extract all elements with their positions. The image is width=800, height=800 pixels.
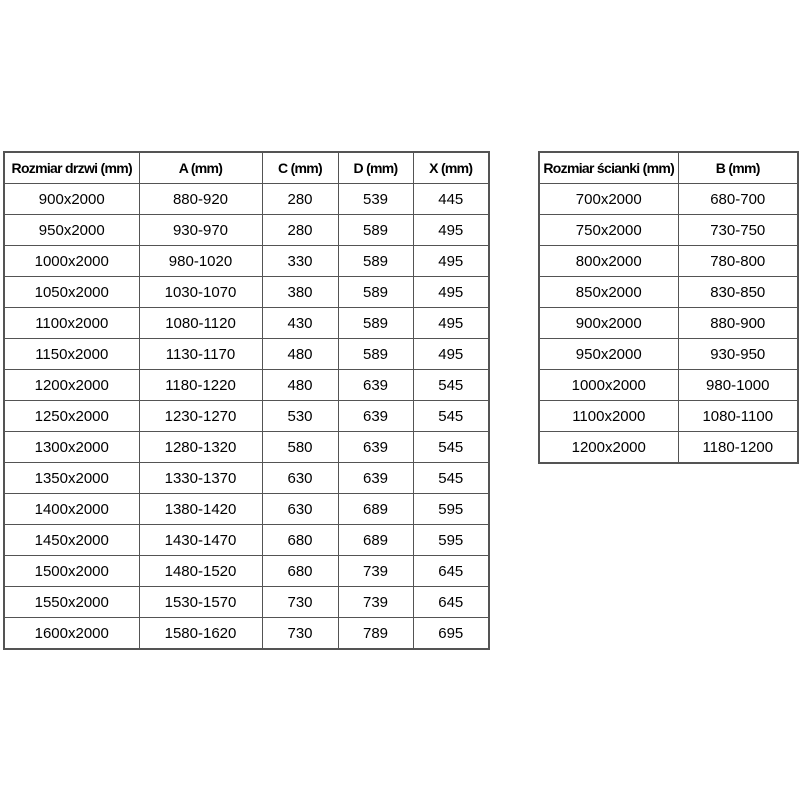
table-cell: 589 xyxy=(338,339,413,370)
table-cell: 1450x2000 xyxy=(4,525,139,556)
table-cell: 1280-1320 xyxy=(139,432,262,463)
table-cell: 545 xyxy=(413,463,489,494)
header-row xyxy=(4,152,489,184)
table-cell: 1100x2000 xyxy=(539,401,678,432)
table-cell: 1480-1520 xyxy=(139,556,262,587)
column-header: C (mm) xyxy=(262,152,338,184)
table-cell: 545 xyxy=(413,401,489,432)
table-cell: 1230-1270 xyxy=(139,401,262,432)
table-row xyxy=(4,587,489,618)
table-cell: 495 xyxy=(413,215,489,246)
table-cell: 1080-1120 xyxy=(139,308,262,339)
table-cell: 589 xyxy=(338,308,413,339)
table-cell: 950x2000 xyxy=(4,215,139,246)
table-cell: 595 xyxy=(413,494,489,525)
table-cell: 589 xyxy=(338,277,413,308)
table-cell: 639 xyxy=(338,370,413,401)
table-cell: 900x2000 xyxy=(4,184,139,215)
table-cell: 1380-1420 xyxy=(139,494,262,525)
table-cell: 1200x2000 xyxy=(4,370,139,401)
table-cell: 495 xyxy=(413,246,489,277)
column-header: D (mm) xyxy=(338,152,413,184)
table-cell: 950x2000 xyxy=(539,339,678,370)
table-row xyxy=(539,339,798,370)
table-cell: 1200x2000 xyxy=(539,432,678,464)
table-cell: 680 xyxy=(262,556,338,587)
table-cell: 545 xyxy=(413,370,489,401)
door-size-table xyxy=(3,151,490,650)
table-row xyxy=(539,308,798,339)
table-row xyxy=(539,184,798,215)
table-cell: 1100x2000 xyxy=(4,308,139,339)
table-cell: 980-1000 xyxy=(678,370,798,401)
table-cell: 730 xyxy=(262,587,338,618)
table-cell: 739 xyxy=(338,556,413,587)
table-cell: 730-750 xyxy=(678,215,798,246)
table-cell: 480 xyxy=(262,339,338,370)
table-row xyxy=(4,401,489,432)
table-cell: 689 xyxy=(338,525,413,556)
table-cell: 750x2000 xyxy=(539,215,678,246)
table-cell: 1080-1100 xyxy=(678,401,798,432)
wall-size-table xyxy=(538,151,799,464)
table-cell: 1000x2000 xyxy=(4,246,139,277)
table-cell: 800x2000 xyxy=(539,246,678,277)
table-cell: 1050x2000 xyxy=(4,277,139,308)
table-cell: 1330-1370 xyxy=(139,463,262,494)
table-cell: 639 xyxy=(338,401,413,432)
column-header: A (mm) xyxy=(139,152,262,184)
table-cell: 850x2000 xyxy=(539,277,678,308)
column-header: Rozmiar drzwi (mm) xyxy=(4,152,139,184)
table-cell: 980-1020 xyxy=(139,246,262,277)
table-cell: 495 xyxy=(413,277,489,308)
table-cell: 430 xyxy=(262,308,338,339)
table-cell: 589 xyxy=(338,215,413,246)
table-cell: 1030-1070 xyxy=(139,277,262,308)
table-cell: 880-900 xyxy=(678,308,798,339)
table-cell: 630 xyxy=(262,494,338,525)
table-cell: 680 xyxy=(262,525,338,556)
table-row xyxy=(4,308,489,339)
column-header: Rozmiar ścianki (mm) xyxy=(539,152,678,184)
table-cell: 445 xyxy=(413,184,489,215)
table-cell: 730 xyxy=(262,618,338,650)
table-cell: 1300x2000 xyxy=(4,432,139,463)
table-cell: 1530-1570 xyxy=(139,587,262,618)
table-row xyxy=(539,277,798,308)
table-row xyxy=(539,370,798,401)
table-cell: 1430-1470 xyxy=(139,525,262,556)
table-cell: 1250x2000 xyxy=(4,401,139,432)
table-cell: 1400x2000 xyxy=(4,494,139,525)
table-cell: 495 xyxy=(413,308,489,339)
table-cell: 880-920 xyxy=(139,184,262,215)
table-cell: 1150x2000 xyxy=(4,339,139,370)
table-cell: 830-850 xyxy=(678,277,798,308)
table-cell: 280 xyxy=(262,215,338,246)
table-cell: 789 xyxy=(338,618,413,650)
table-row xyxy=(4,618,489,650)
table-row xyxy=(4,215,489,246)
table-cell: 695 xyxy=(413,618,489,650)
table-row xyxy=(4,339,489,370)
table-cell: 545 xyxy=(413,432,489,463)
table-row xyxy=(4,277,489,308)
table-row xyxy=(4,556,489,587)
table-row xyxy=(539,246,798,277)
table-cell: 645 xyxy=(413,556,489,587)
table-row xyxy=(4,370,489,401)
table-row xyxy=(4,184,489,215)
table-cell: 1180-1220 xyxy=(139,370,262,401)
column-header: X (mm) xyxy=(413,152,489,184)
table-cell: 380 xyxy=(262,277,338,308)
table-cell: 595 xyxy=(413,525,489,556)
table-cell: 639 xyxy=(338,432,413,463)
table-cell: 530 xyxy=(262,401,338,432)
table-row xyxy=(539,432,798,464)
table-cell: 700x2000 xyxy=(539,184,678,215)
table-cell: 1000x2000 xyxy=(539,370,678,401)
table-cell: 589 xyxy=(338,246,413,277)
table-cell: 1350x2000 xyxy=(4,463,139,494)
table-cell: 645 xyxy=(413,587,489,618)
table-row xyxy=(539,215,798,246)
table-cell: 680-700 xyxy=(678,184,798,215)
table-row xyxy=(539,401,798,432)
table-cell: 330 xyxy=(262,246,338,277)
table-cell: 1500x2000 xyxy=(4,556,139,587)
table-cell: 1130-1170 xyxy=(139,339,262,370)
table-row xyxy=(4,463,489,494)
table-cell: 1550x2000 xyxy=(4,587,139,618)
table-cell: 639 xyxy=(338,463,413,494)
table-cell: 689 xyxy=(338,494,413,525)
table-cell: 900x2000 xyxy=(539,308,678,339)
column-header: B (mm) xyxy=(678,152,798,184)
table-cell: 480 xyxy=(262,370,338,401)
table-row xyxy=(4,432,489,463)
table-cell: 630 xyxy=(262,463,338,494)
table-cell: 780-800 xyxy=(678,246,798,277)
table-row xyxy=(4,525,489,556)
table-cell: 539 xyxy=(338,184,413,215)
table-cell: 1580-1620 xyxy=(139,618,262,650)
table-cell: 280 xyxy=(262,184,338,215)
table-cell: 930-950 xyxy=(678,339,798,370)
table-cell: 580 xyxy=(262,432,338,463)
table-row xyxy=(4,246,489,277)
table-cell: 739 xyxy=(338,587,413,618)
table-row xyxy=(4,494,489,525)
table-cell: 495 xyxy=(413,339,489,370)
table-cell: 930-970 xyxy=(139,215,262,246)
header-row xyxy=(539,152,798,184)
table-cell: 1180-1200 xyxy=(678,432,798,464)
table-cell: 1600x2000 xyxy=(4,618,139,650)
